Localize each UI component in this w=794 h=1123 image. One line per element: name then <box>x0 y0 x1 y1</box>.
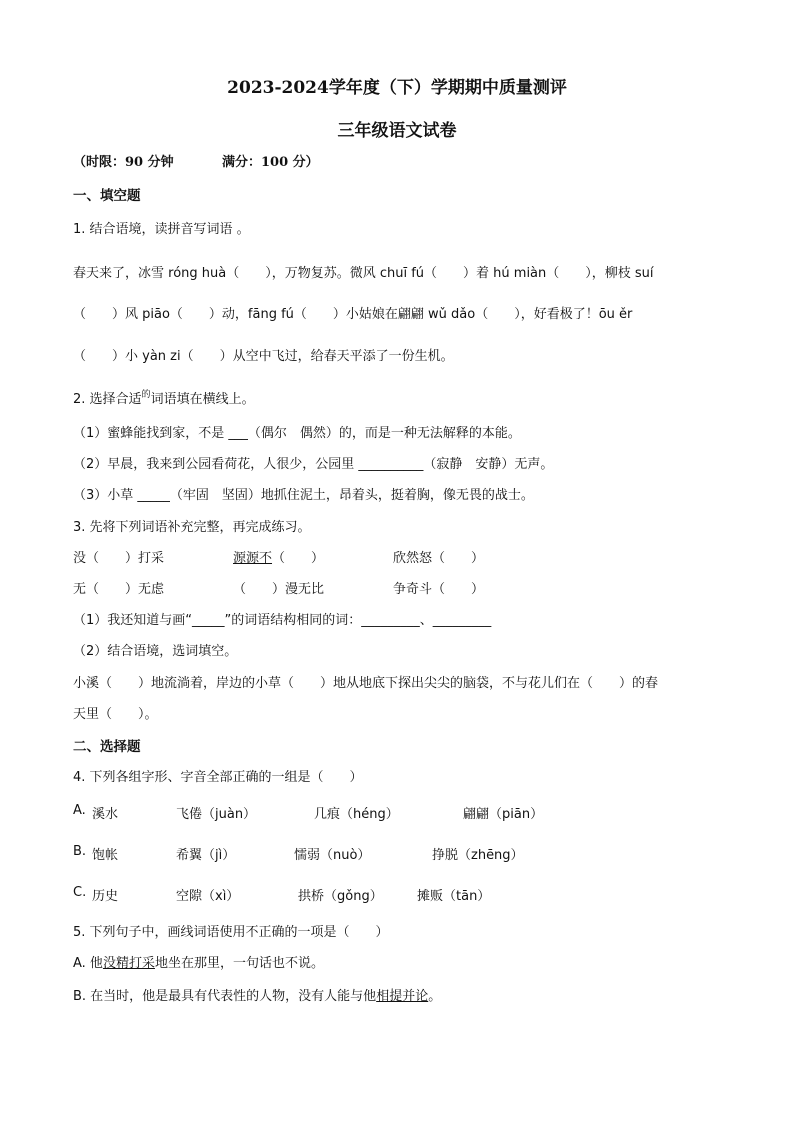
section-heading-fill-in: 一、填空题 <box>73 188 141 204</box>
q4-option-b-word-1: 饱帐 <box>92 848 119 863</box>
q4-option-a-word-4: 翩翩（piān） <box>463 807 544 822</box>
question-2-prompt <box>73 388 255 407</box>
q4-option-b-word-3: 懦弱（nuò） <box>294 848 371 863</box>
q3-word-2-3: 争奇斗（ ） <box>393 582 485 597</box>
question-2-prompt-b: 词语填在横线上。 <box>150 392 255 407</box>
q3-paragraph-line-1: 小溪（ ）地流淌着，岸边的小草（ ）地从地底下探出尖尖的脑袋，不与花儿们在（ ）的春 <box>73 676 659 691</box>
q3-sub-1: （1）我还知道与画“_____”的词语结构相同的词：_________、_________ <box>73 613 492 628</box>
time-limit: （时限：90 分钟 <box>73 155 174 170</box>
section-heading-multiple-choice: 二、选择题 <box>73 739 141 755</box>
q3-word-2-1: 无（ ）无虑 <box>73 582 165 597</box>
q4-option-a-letter: A. <box>73 803 86 818</box>
q4-option-c-word-1: 历史 <box>92 889 119 904</box>
question-2-prompt-a: 2. 选择合适 <box>73 392 142 407</box>
question-2-sentence-3: （3）小草 _____（牢固 坚固）地抓住泥土，昂着头，挺着胸，像无畏的战士。 <box>73 488 534 503</box>
q3-word-1-2: 源源不（ ） <box>233 551 325 566</box>
q3-word-2-2: （ ）漫无比 <box>233 582 325 597</box>
question-1-prompt: 1. 结合语境，读拼音写词语 。 <box>73 222 250 237</box>
question-5-prompt: 5. 下列句子中，画线词语使用不正确的一项是（ ） <box>73 925 389 940</box>
q4-option-a-word-1: 溪水 <box>92 807 119 822</box>
question-1-line-3: （ ）小 yàn zi（ ）从空中飞过，给春天平添了一份生机。 <box>73 349 454 364</box>
q3-word-1-1: 没（ ）打采 <box>73 551 165 566</box>
exam-title: 2023-2024学年度（下）学期期中质量测评 <box>227 78 567 98</box>
q4-option-c-word-3: 拱桥（gǒng） <box>298 889 383 904</box>
q4-option-c-word-4: 摊贩（tān） <box>417 889 491 904</box>
q5-option-a-pre: A. 他 <box>73 956 103 971</box>
q4-option-a-word-3: 几痕（héng） <box>314 807 399 822</box>
q5-option-b-post: 。 <box>428 989 442 1004</box>
q4-option-b-letter: B. <box>73 844 87 859</box>
full-score: 满分：100 分） <box>222 155 319 170</box>
q3-word-1-2-underlined: 源源不 <box>233 551 273 566</box>
q5-option-a-post: 地坐在那里，一句话也不说。 <box>154 956 324 971</box>
q4-option-c-letter: C. <box>73 885 87 900</box>
q5-option-a <box>73 952 324 971</box>
q5-option-b-pre: B. 在当时，他是最具有代表性的人物，没有人能与他 <box>73 989 377 1004</box>
q3-word-1-3: 欣然怒（ ） <box>393 551 485 566</box>
question-4-prompt: 4. 下列各组字形、字音全部正确的一组是（ ） <box>73 770 363 785</box>
question-2-sentence-1: （1）蜜蜂能找到家，不是 ___（偶尔 偶然）的，而是一种无法解释的本能。 <box>73 426 521 441</box>
question-2-sentence-2: （2）早晨，我来到公园看荷花，人很少，公园里 __________（寂静 安静）无声。 <box>73 457 554 472</box>
q5-option-b <box>73 985 441 1004</box>
q4-option-b-word-4: 挣脱（zhēng） <box>432 848 524 863</box>
q5-option-b-underlined: 相提并论 <box>376 989 429 1004</box>
q3-sub-2: （2）结合语境，选词填空。 <box>73 644 238 659</box>
q3-paragraph-line-2: 天里（ ）。 <box>73 707 158 722</box>
q5-option-a-underlined: 没精打采 <box>102 956 155 971</box>
q4-option-c-word-2: 空隙（xì） <box>176 889 240 904</box>
question-1-line-2: （ ）风 piāo（ ）动，fāng fú（ ）小姑娘在翩翩 wǔ dǎo（ ），好看极了！ōu ěr <box>73 307 633 322</box>
question-2-prompt-sup: 的 <box>141 390 151 400</box>
question-1-line-1: 春天来了，冰雪 róng huà（ ），万物复苏。微风 chuī fú（ ）着 hú miàn（ ），柳枝 suí <box>73 266 654 281</box>
q4-option-b-word-2: 希翼（jì） <box>176 848 236 863</box>
exam-subtitle: 三年级语文试卷 <box>337 121 457 141</box>
question-3-prompt: 3. 先将下列词语补充完整，再完成练习。 <box>73 520 311 535</box>
q4-option-a-word-2: 飞倦（juàn） <box>176 807 257 822</box>
